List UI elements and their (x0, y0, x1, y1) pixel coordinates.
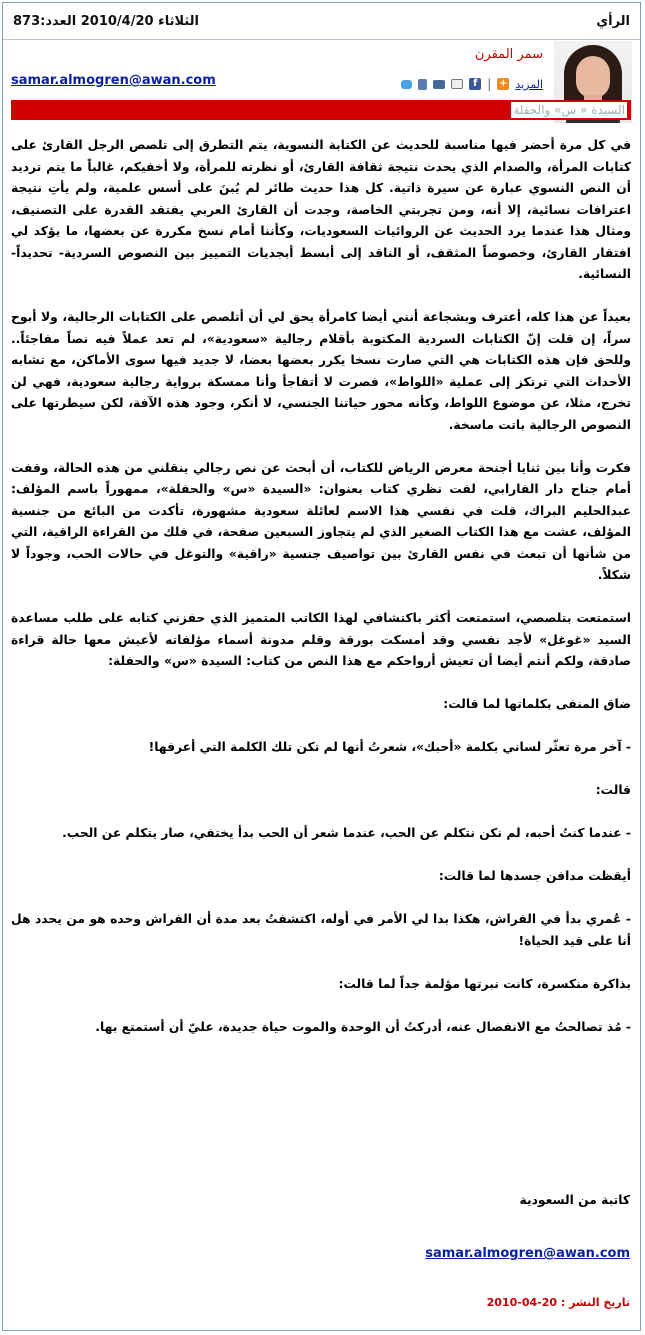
paragraph: - آخر مرة تعثّر لساني بكلمة «أحبك»، شعرتُ أنها لم تكن تلك الكلمة التي أعرفها! (148, 740, 631, 754)
top-bar (3, 3, 640, 40)
title-bar (11, 100, 631, 120)
facebook-icon[interactable]: f (469, 78, 481, 90)
publish-date: تاريخ النشر : 20-04-2010 (486, 1296, 630, 1309)
comment-icon[interactable] (401, 80, 412, 89)
paragraph: بعيداً عن هذا كله، أعترف وبشجاعة أنني أيضا كامرأة يحق لي أن أتلصص على الكتابات الرجالية، ولا أبوح سراً، إن قلت إنّ الكتابات السردية المكتوبة بأقلام رجالية «سعودية»، لم تعد عملاً فيه نصاً مفاجئاً.. وللحق فإن هذه الكتابات هي التي صارت نسخا يكرر بعضها بعضا، لا جديد فيها سوى الأماكن، مع تشابه الأحداث التي ترتكز إلى عملية «اللواط»، فصرت لا أتفاجأ وأنا ممسكة برواية رجالية سعودية، فهي لن تخرج، مثلا، عن موضوع اللواط، وكأنه محور حياتنا الجنسي، لا أنكر، وجود هذه الآفة، لكن سيطرتها على النصوص الرجالية باتت ماسخة. (11, 310, 631, 432)
article-body (11, 135, 631, 1060)
author-name: سمر المقرن (474, 47, 543, 62)
share-bar (401, 75, 543, 93)
paragraph: بذاكرة منكسرة، كانت نبرتها مؤلمة جداً لما قالت: (338, 976, 631, 991)
more-link[interactable]: المزيد (515, 77, 543, 91)
share-separator: | (487, 77, 492, 91)
article-frame (2, 2, 641, 1331)
edit-icon[interactable] (418, 79, 427, 90)
author-note: كاتبة من السعودية (519, 1193, 630, 1207)
paragraph: ضاق المنفى بكلماتها لما قالت: (443, 697, 631, 711)
paragraph: أيقظت مدافن جسدها لما قالت: (438, 869, 631, 883)
paragraph: فكرت وأنا بين ثنايا أجنحة معرض الرياض للكتاب، أن أبحث عن نص رجالي ينقلني من هذه الحالة، وقفت أمام جناح دار الفارابي، لفت نظري كتاب بعنوان: «السيدة «س» والحفلة»، ممهوراً باسم المؤلف: عبدالحليم البراك، قلت في نفسي هذا الاسم لعائلة سعودية مشهورة، تأكدت من البائع من جنسية المؤلف، عشت مع هذا الكتاب الصغير الذي لم يتجاوز السبعين صفحة، في فلك من القراءة الراقية، التي من شأنها أن تبعث في نفس القارئ بين تواصيف جنسية «راقية» والتوغل في حالات الحب، وجوداً لا شكلاً. (11, 460, 631, 582)
print-icon[interactable] (451, 79, 463, 89)
author-email-link-bottom[interactable]: samar.almogren@awan.com (425, 1246, 630, 1261)
plus-icon[interactable]: + (499, 78, 508, 89)
paragraph: - مُذ تصالحتُ مع الانفصال عنه، أدركتُ أن الوحدة والموت حياة جديدة، عليّ أن أستمتع بها. (95, 1019, 631, 1034)
article-title: السيدة « س» والحفلة (513, 103, 625, 117)
issue-info: الثلاثاء 2010/4/20 العدد:873 (13, 14, 200, 29)
section-label: الرأي (596, 14, 630, 29)
paragraph: استمتعت بتلصصي، استمتعت أكثر باكتشافي لهذا الكاتب المتميز الذي حفزني كتابه على طلب مساعدة السيد «غوغل» لأجد نفسي وقد أمسكت بورقة وقلم مدونة أسماء مؤلفاته لأعيش معها حالة قراءة صادقة، ولكم أنتم أيضا أن تعيش أرواحكم مع هذا النص من كتاب: السيدة «س» والحفلة: (11, 611, 631, 668)
author-email-link[interactable]: samar.almogren@awan.com (11, 73, 216, 88)
paragraph: في كل مرة أحضر فيها مناسبة للحديث عن الكتابة النسوية، يتم التطرق إلى تلصص الرجل القارئ على كتابات المرأة، والصدام الذي يحدث نتيجة ثقافة القارئ، أو نظرته للمرأة، ولا أخفيكم، غالباً ما يتم ترديد أن النص النسوي عبارة عن سيرة ذاتية. كل هذا حديث طائر لم يُبنَ على أسس علمية، ولم يأتِ نتيجة اعترافات نسائية، إلا أنه، ومن تجربتي الخاصة، وجدت أن القارئ العربي يفتقد القدرة على التصنيف، ومثال هذا عندما يرد الحديث عن الروائيات السعوديات، وكأننا أمام نسخ مكررة عن بعضها، ما يؤكد لي افتقار القارئ، وخصوصاً المثقف، أو الناقد إلى أبسط أبجديات التمييز بين النصوص السردية- تحديداً- النسائية. (11, 138, 631, 281)
paragraph: قالت: (595, 783, 631, 797)
mail-icon[interactable] (433, 80, 445, 89)
paragraph: - عُمري بدأ في الفراش، هكذا بدا لي الأمر في أوله، اكتشفتُ بعد مدة أن الفراش وحده هو من يحدد هل أنا على قيد الحياة! (11, 912, 631, 948)
paragraph: - عندما كنتُ أحبه، لم نكن نتكلم عن الحب، عندما شعر أن الحب بدأ يختفي، صار يتكلم عن الحب. (62, 826, 631, 840)
